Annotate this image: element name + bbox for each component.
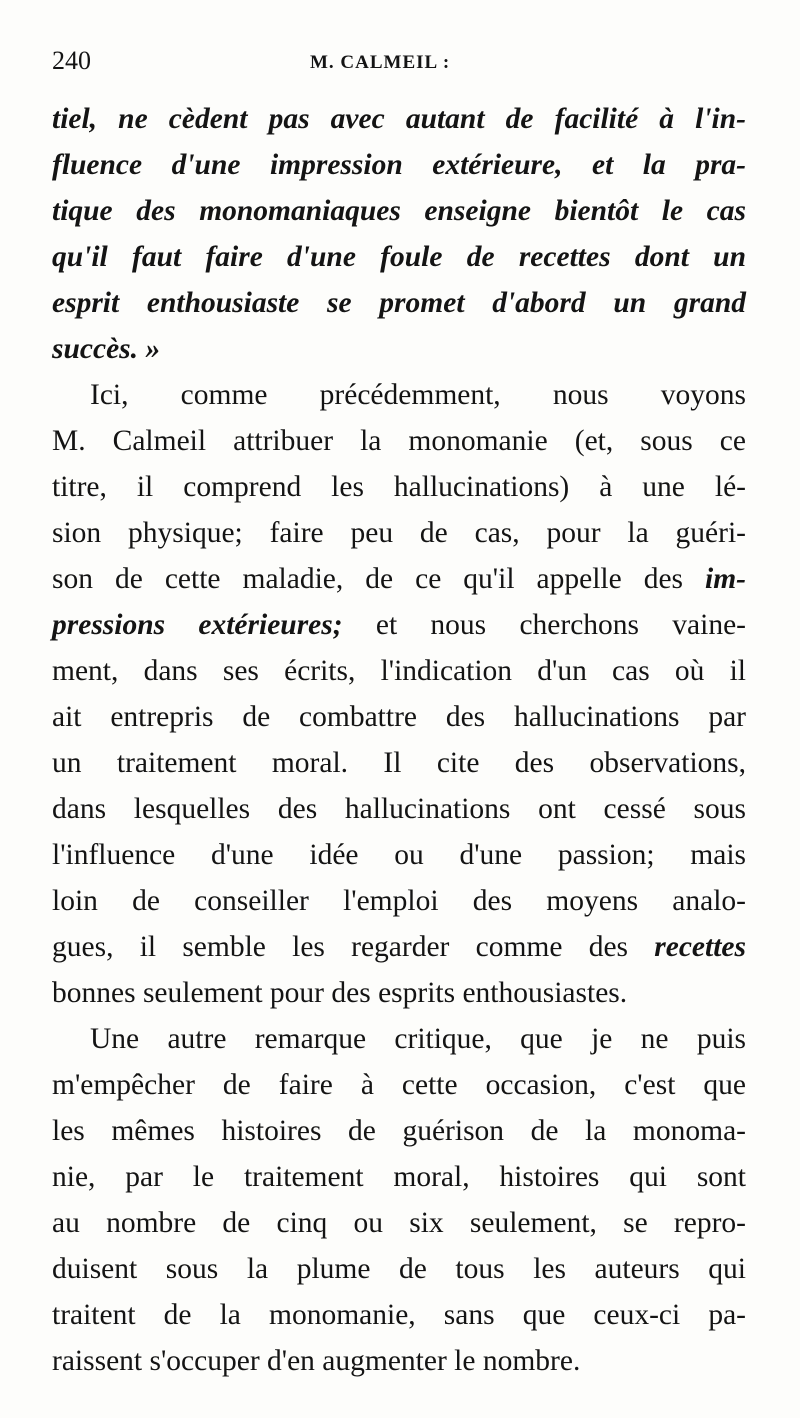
text-line <box>52 924 746 970</box>
quote-line: succès. » <box>52 333 161 365</box>
text-line: Une autre remarque critique, que je ne puis <box>90 1023 746 1055</box>
text-line: loin de conseiller l'emploi des moyens analo- <box>52 885 746 917</box>
quote-line: qu'il faut faire d'une foule de recettes dont un <box>52 241 746 273</box>
italic-segment: pressions extérieures; <box>52 609 343 641</box>
text-line: sion physique; faire peu de cas, pour la guéri- <box>52 517 746 549</box>
text-segment: et nous cherchons vaine- <box>342 609 747 641</box>
text-line: les mêmes histoires de guérison de la monoma- <box>52 1115 746 1147</box>
body-text <box>52 96 746 1384</box>
quote-line: esprit enthousiaste se promet d'abord un grand <box>52 287 746 319</box>
quote-line: tiel, ne cèdent pas avec autant de facilité à l'in- <box>52 103 746 135</box>
paragraph-1 <box>52 372 746 1016</box>
text-line: raissent s'occuper d'en augmenter le nombre. <box>52 1345 581 1377</box>
text-line: duisent sous la plume de tous les auteurs qui <box>52 1253 746 1285</box>
text-line <box>52 602 746 648</box>
running-title: M. CALMEIL : <box>310 52 451 73</box>
text-line: l'influence d'une idée ou d'une passion; mais <box>52 839 746 871</box>
quote-line: fluence d'une impression extérieure, et la pra- <box>52 149 746 181</box>
italic-segment: recettes <box>654 931 746 963</box>
italic-segment: im- <box>705 563 746 595</box>
text-line: bonnes seulement pour des esprits enthousiastes. <box>52 977 628 1009</box>
text-line: ment, dans ses écrits, l'indication d'un cas où il <box>52 655 746 687</box>
text-segment: son de cette maladie, de ce qu'il appelle des <box>52 563 706 595</box>
text-line: ait entrepris de combattre des hallucinations par <box>52 701 746 733</box>
text-line: au nombre de cinq ou six seulement, se repro- <box>52 1207 746 1239</box>
text-line: un traitement moral. Il cite des observations, <box>52 747 746 779</box>
text-line: titre, il comprend les hallucinations) à une lé- <box>52 471 746 503</box>
quoted-passage <box>52 96 746 372</box>
text-line: Ici, comme précédemment, nous voyons <box>90 379 746 411</box>
text-segment: gues, il semble les regarder comme des <box>52 931 655 963</box>
text-line: m'empêcher de faire à cette occasion, c'est que <box>52 1069 746 1101</box>
page-number: 240 <box>52 46 91 75</box>
text-line <box>52 556 746 602</box>
paragraph-2 <box>52 1016 746 1384</box>
quote-line: tique des monomaniaques enseigne bientôt le cas <box>52 195 746 227</box>
text-line: dans lesquelles des hallucinations ont cessé sous <box>52 793 746 825</box>
text-line: M. Calmeil attribuer la monomanie (et, sous ce <box>52 425 746 457</box>
text-line: traitent de la monomanie, sans que ceux-ci pa- <box>52 1299 746 1331</box>
running-head <box>52 46 752 82</box>
text-line: nie, par le traitement moral, histoires qui sont <box>52 1161 746 1193</box>
